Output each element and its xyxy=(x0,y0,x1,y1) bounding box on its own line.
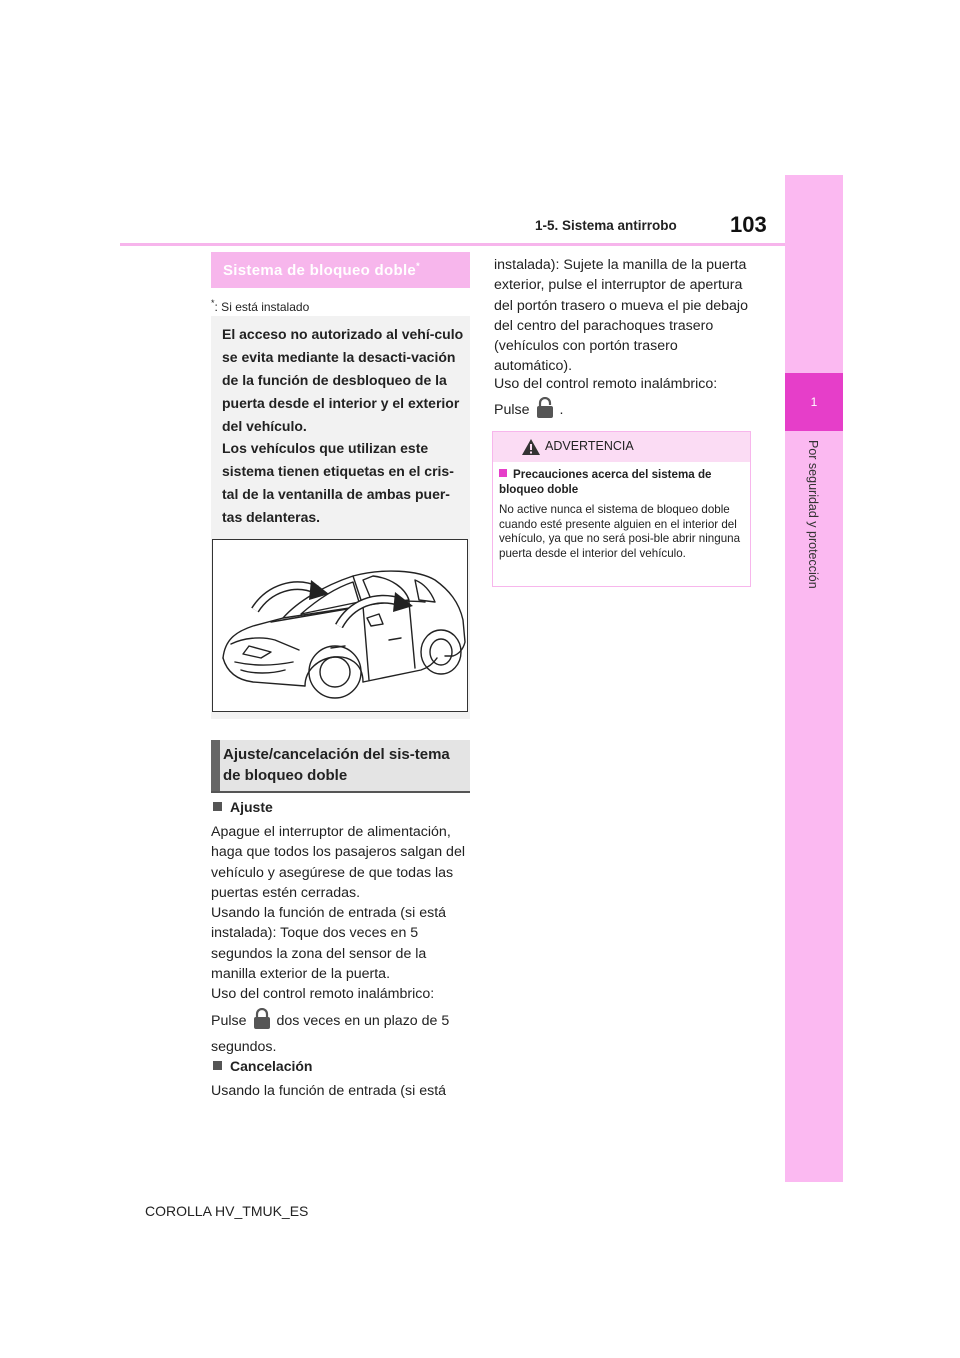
unlock-button-icon xyxy=(536,397,554,419)
square-bullet-icon xyxy=(213,1061,222,1070)
double-lock-title: Sistema de bloqueo doble xyxy=(223,262,417,279)
pulse-label: Pulse xyxy=(494,402,530,418)
car-illustration xyxy=(212,539,468,712)
intro-paragraph-2: Los vehículos que utilizan este sistema tienen etiquetas en el cris-tal de la ventanilla de ambas puer-tas delanteras. xyxy=(222,440,454,525)
double-lock-heading xyxy=(211,252,470,288)
chapter-number: 1 xyxy=(785,373,843,431)
warning-header xyxy=(493,432,750,462)
footnote-marker: * xyxy=(211,298,215,308)
square-bullet-icon xyxy=(499,469,507,477)
set-paragraph-3: Uso del control remoto inalámbrico: xyxy=(211,986,435,1002)
chapter-title: Por seguridad y protección xyxy=(806,440,820,589)
page-number: 103 xyxy=(730,212,767,237)
square-bullet-icon xyxy=(213,802,222,811)
set-paragraph-4 xyxy=(211,1008,473,1060)
car-drawing xyxy=(213,540,467,711)
section-title: 1-5. Sistema antirrobo xyxy=(535,218,677,233)
cancel-paragraph-2: Uso del control remoto inalámbrico: xyxy=(494,376,718,392)
warning-body: No active nunca el sistema de bloqueo doble cuando esté presente alguien en el interior del vehículo, ya que no será posi-ble abrir ninguna puerta desde el interior del vehículo. xyxy=(499,503,741,560)
set-heading xyxy=(213,799,273,815)
header-rule xyxy=(120,243,785,246)
cancel-paragraph-1-start: Usando la función de entrada (si está xyxy=(211,1083,447,1099)
cancel-paragraph-1-continued: instalada): Sujete la manilla de la puerta exterior, pulse el interruptor de apertura del portón trasero o mueva el pie debajo del centro del parachoques trasero (vehículos con portón trasero automático). xyxy=(494,257,748,375)
adjust-cancel-heading xyxy=(211,740,470,793)
cancel-paragraph-3 xyxy=(494,397,756,423)
side-tab-strip xyxy=(785,175,843,1182)
warning-title: ADVERTENCIA xyxy=(545,439,634,453)
cancel-heading xyxy=(213,1058,312,1074)
warning-triangle-icon xyxy=(521,438,541,456)
document-code: COROLLA HV_TMUK_ES xyxy=(145,1203,309,1219)
footnote xyxy=(211,298,309,314)
chapter-title-container xyxy=(784,440,844,620)
lock-button-icon xyxy=(253,1008,271,1030)
set-paragraph-4-text: dos veces en un plazo de 5 segundos. xyxy=(211,1013,450,1055)
pulse-label: Pulse xyxy=(211,1013,247,1029)
cancel-heading-text: Cancelación xyxy=(230,1058,313,1074)
adjust-cancel-title: Ajuste/cancelación del sis-tema de bloqueo doble xyxy=(223,746,450,784)
title-footnote-marker: * xyxy=(416,261,420,271)
footnote-text: : Si está instalado xyxy=(214,300,310,314)
warning-subtitle xyxy=(499,468,739,497)
warning-subtitle-text: Precauciones acerca del sistema de bloqueo doble xyxy=(499,468,712,496)
cancel-paragraph-3-text: . xyxy=(559,402,564,418)
set-paragraph-2: Usando la función de entrada (si está instalada): Toque dos veces en 5 segundos la zona del sensor de la manilla exterior de la puerta. xyxy=(211,905,447,982)
set-paragraph-1: Apague el interruptor de alimentación, haga que todos los pasajeros salgan del vehículo y asegúrese de que todas las puertas estén cerradas. xyxy=(211,824,465,901)
intro-paragraph-1: El acceso no autorizado al vehí-culo se evita mediante la desacti-vación de la función de desbloqueo de la puerta desde el interior y el exterior del vehículo. xyxy=(222,326,464,434)
warning-box xyxy=(492,431,751,587)
set-heading-text: Ajuste xyxy=(230,799,273,815)
